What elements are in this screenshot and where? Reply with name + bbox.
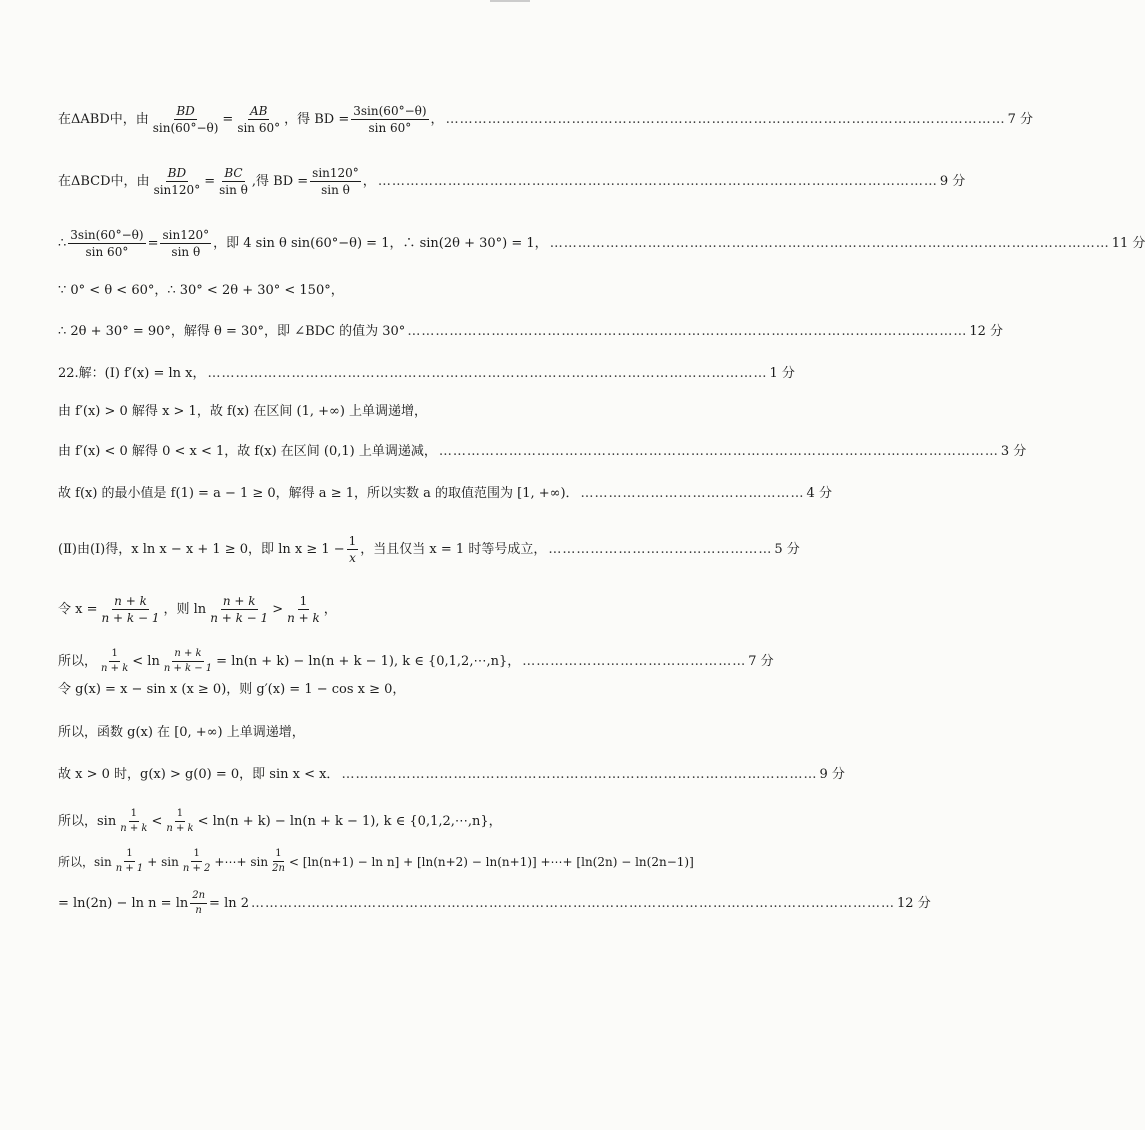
score-label: 5 分 (774, 541, 800, 557)
denominator: sin θ (171, 245, 201, 259)
numerator: BD (167, 166, 187, 180)
line-17 (58, 848, 748, 875)
text: ，得 BD = (284, 111, 350, 127)
numerator: n + k (114, 594, 147, 608)
score-label: 9 分 (939, 173, 966, 189)
numerator: n + k (222, 594, 256, 608)
text: = (147, 235, 159, 251)
fraction (114, 848, 146, 875)
line-11 (58, 594, 748, 625)
fraction (235, 104, 282, 135)
numerator: AB (249, 104, 268, 118)
score-label: 3 分 (1000, 444, 1027, 459)
line-4 (58, 283, 748, 299)
text: = (204, 173, 216, 189)
numerator: BD (176, 104, 195, 118)
fraction (100, 594, 162, 625)
text: = ln 2 (209, 895, 250, 911)
score-label: 7 分 (1007, 111, 1033, 127)
text: ， (323, 601, 337, 617)
numerator: sin120° (162, 228, 210, 242)
score-label: 7 分 (748, 653, 774, 669)
fraction (164, 808, 195, 835)
text: > (272, 601, 284, 617)
leader-dots: ………………………………………………………………………………………… (341, 767, 818, 782)
denominator: n + 2 (182, 863, 211, 874)
text: 所以，sin (58, 854, 112, 869)
scan-mark (490, 0, 530, 2)
line-10 (58, 534, 800, 565)
line-1 (58, 104, 1033, 135)
denominator: x (349, 551, 356, 565)
fraction (151, 104, 221, 135)
leader-dots: ………………………………………… (548, 541, 773, 557)
line-2 (58, 166, 966, 197)
line-9 (58, 486, 832, 502)
numerator: 1 (299, 594, 308, 608)
text: 在ΔABD中，由 (58, 111, 149, 127)
leader-dots: ………………………………………………………………………………………………………… (438, 444, 999, 459)
text: = ln(2n) − ln n = ln (58, 895, 189, 911)
denominator: n + 1 (115, 863, 144, 874)
numerator: 1 (348, 534, 357, 548)
fraction (152, 166, 203, 197)
denominator: sin 60° (368, 121, 412, 135)
line-15 (58, 767, 845, 783)
leader-dots: ………………………………………………………………………………………………………… (407, 324, 968, 339)
text: ， (362, 173, 376, 189)
denominator: n + k (101, 663, 129, 674)
score-label: 11 分 (1111, 235, 1145, 251)
line-6 (58, 366, 795, 382)
numerator: 1 (175, 808, 185, 822)
text: ， (430, 111, 444, 127)
line-8 (58, 444, 1027, 460)
text: ,得 BD = (251, 173, 309, 189)
score-label: 1 分 (769, 366, 795, 381)
denominator: n + k (287, 611, 320, 625)
numerator: 1 (191, 848, 201, 862)
denominator: sin 60° (85, 245, 129, 259)
denominator: n + k − 1 (210, 611, 269, 625)
text: ∵ 0° < θ < 60°，∴ 30° < 2θ + 30° < 150°， (58, 283, 344, 298)
text: 故 x > 0 时，g(x) > g(0) = 0，即 sin x < x． (58, 767, 340, 782)
text: ，即 4 sin θ sin(60°−θ) = 1，∴ sin(2θ + 30°) = 1， (213, 235, 548, 251)
score-label: 12 分 (969, 324, 1003, 339)
text: 在ΔBCD中，由 (58, 173, 150, 189)
denominator: n + k (120, 823, 148, 834)
denominator: n (195, 905, 202, 916)
text: 22.解：(Ⅰ) f′(x) = ln x， (58, 366, 206, 381)
numerator: n + k (172, 648, 203, 662)
leader-dots: ………………………………………………………………………………………………………………………… (251, 895, 896, 911)
line-5 (58, 324, 1003, 340)
text: 令 g(x) = x − sin x (x ≥ 0)，则 g′(x) = 1 − cos x ≥ 0， (58, 682, 406, 697)
numerator: 1 (109, 648, 119, 662)
numerator: 3sin(60°−θ) (353, 104, 427, 118)
text: = ln(n + k) − ln(n + k − 1), k ∈ {0,1,2,⋯,n}， (216, 653, 521, 669)
text: 所以，函数 g(x) 在 [0, +∞) 上单调递增， (58, 725, 305, 740)
text: 令 x = (58, 601, 98, 617)
denominator: n + k − 1 (163, 663, 213, 674)
fraction (285, 594, 322, 625)
score-label: 4 分 (806, 486, 832, 501)
fraction (217, 166, 250, 197)
text: ，则 ln (163, 601, 207, 617)
line-16 (58, 808, 748, 835)
line-13 (58, 682, 748, 698)
text: ，当且仅当 x = 1 时等号成立， (360, 541, 547, 557)
numerator: BC (224, 166, 243, 180)
leader-dots: ………………………………………… (522, 653, 747, 669)
line-12 (58, 648, 774, 675)
leader-dots: ………………………………………… (580, 486, 805, 501)
text: < ln(n + k) − ln(n + k − 1), k ∈ {0,1,2,⋯,n}， (197, 813, 502, 829)
denominator: n + k − 1 (101, 611, 160, 625)
denominator: sin(60°−θ) (152, 121, 219, 135)
score-label: 12 分 (897, 895, 931, 911)
text: = (222, 111, 234, 127)
numerator: 3sin(60°−θ) (70, 228, 144, 242)
line-3 (58, 228, 1145, 259)
text: (Ⅱ)由(Ⅰ)得，x ln x − x + 1 ≥ 0，即 ln x ≥ 1 − (58, 541, 345, 557)
line-14 (58, 725, 748, 741)
text: 由 f′(x) > 0 解得 x > 1，故 f(x) 在区间 (1, +∞) 上单调递增， (58, 404, 428, 419)
fraction (347, 534, 359, 565)
numerator: 1 (129, 808, 139, 822)
denominator: sin 60° (237, 121, 281, 135)
text: < [ln(n+1) − ln n] + [ln(n+2) − ln(n+1)] +⋯+ [ln(2n) − ln(2n−1)] (288, 854, 694, 869)
score-label: 9 分 (819, 767, 845, 782)
fraction (270, 848, 287, 875)
numerator: 2n (190, 890, 207, 904)
leader-dots: ………………………………………………………………………………………………………… (377, 173, 938, 189)
text: + sin (147, 854, 179, 869)
text: < (151, 813, 163, 829)
fraction (190, 890, 207, 917)
denominator: sin120° (153, 183, 201, 197)
line-7 (58, 404, 748, 420)
leader-dots: ………………………………………………………………………………………………………… (207, 366, 768, 381)
text: 由 f′(x) < 0 解得 0 < x < 1，故 f(x) 在区间 (0,1) 上单调递减， (58, 444, 437, 459)
fraction (68, 228, 145, 259)
numerator: 1 (124, 848, 134, 862)
text: +⋯+ sin (214, 854, 269, 869)
fraction (181, 848, 213, 875)
fraction (162, 648, 214, 675)
fraction (160, 228, 211, 259)
fraction (99, 648, 130, 675)
fraction (208, 594, 270, 625)
denominator: sin θ (219, 183, 248, 197)
numerator: sin120° (312, 166, 359, 180)
text: < ln (132, 653, 160, 669)
leader-dots: ………………………………………………………………………………………………………… (445, 111, 1006, 127)
leader-dots: ………………………………………………………………………………………………………… (549, 235, 1110, 251)
denominator: sin θ (321, 183, 350, 197)
fraction (310, 166, 361, 197)
fraction (351, 104, 428, 135)
line-18 (58, 890, 931, 917)
text: ∴ (58, 235, 67, 251)
fraction (118, 808, 149, 835)
text: 故 f(x) 的最小值是 f(1) = a − 1 ≥ 0，解得 a ≥ 1，所以实数 a 的取值范围为 [1, +∞)． (58, 486, 579, 501)
text: 所以，sin (58, 813, 117, 829)
text: ∴ 2θ + 30° = 90°，解得 θ = 30°，即 ∠BDC 的值为 30° (58, 324, 406, 339)
text: 所以， (58, 653, 98, 669)
denominator: 2n (272, 863, 285, 874)
denominator: n + k (166, 823, 194, 834)
numerator: 1 (273, 848, 283, 862)
